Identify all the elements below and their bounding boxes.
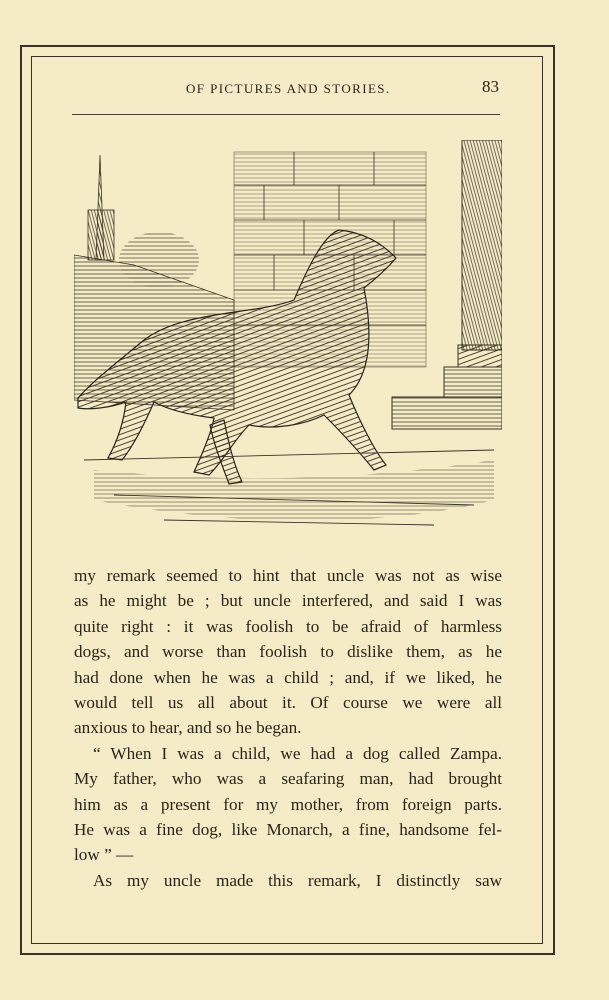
header-rule	[72, 114, 500, 115]
text-line: anxious to hear, and so he began.	[74, 718, 302, 738]
text-line: My father, who was a seafaring man, had brought	[74, 769, 502, 789]
running-header: OF PICTURES AND STORIES.	[186, 81, 391, 96]
body-text	[74, 563, 502, 893]
text-line: low ” —	[74, 845, 134, 865]
page-number: 83	[482, 77, 499, 96]
text-line: would tell us all about it. Of course we were all	[74, 693, 502, 713]
text-line: He was a fine dog, like Monarch, a fine, handsome fel-	[74, 820, 502, 840]
text-line: as he might be ; but uncle interfered, and said I was	[74, 591, 502, 611]
text-line: my remark seemed to hint that uncle was not as wise	[74, 566, 502, 585]
text-line: “ When I was a child, we had a dog called Zampa.	[93, 743, 502, 763]
text-line: him as a present for my mother, from foreign parts.	[74, 794, 502, 814]
text-line: quite right : it was foolish to be afraid of harmless	[74, 616, 502, 636]
text-line: As my uncle made this remark, I distinctly saw	[93, 870, 502, 890]
spire-icon	[88, 155, 114, 260]
text-line: dogs, and worse than foolish to dislike them, as he	[74, 642, 502, 662]
text-line: had done when he was a child ; and, if we liked, he	[74, 667, 502, 687]
dog-engraving-icon	[74, 140, 502, 540]
